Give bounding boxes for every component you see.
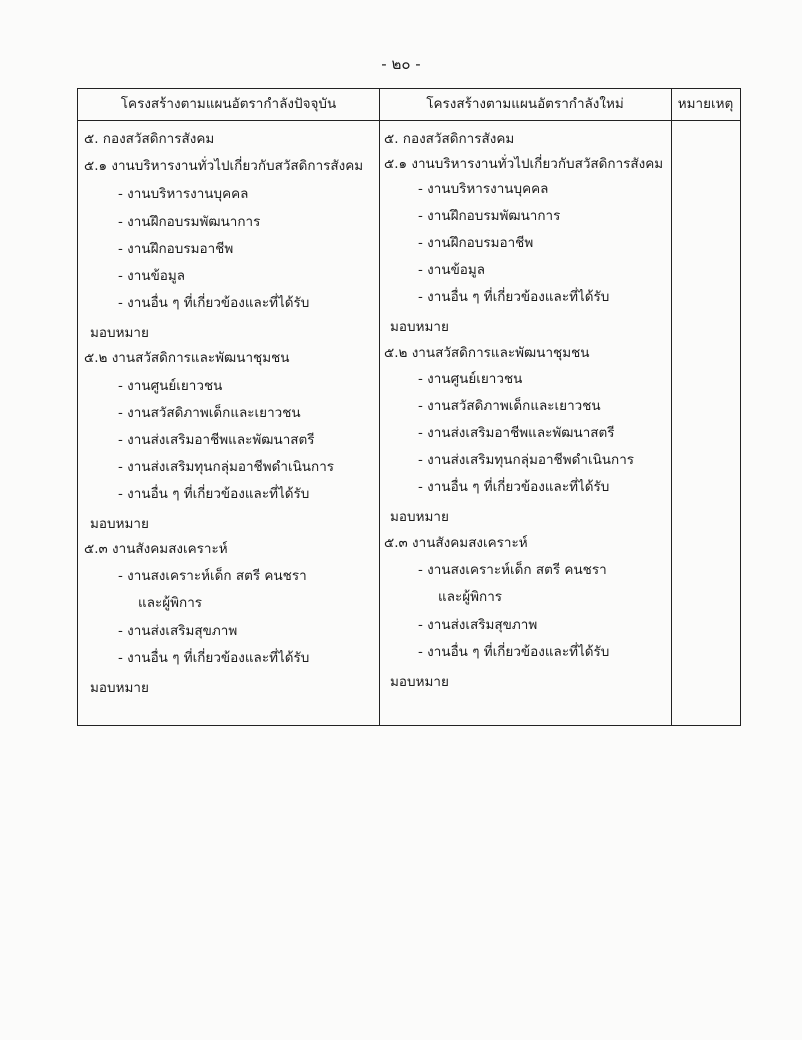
page-number: - ๒๐ - [381,55,421,73]
task-item: - งานข้อมูล [118,268,186,284]
header-rule [78,120,740,121]
task-item-continued: มอบหมาย [390,509,449,525]
section-heading: ๕.๑ งานบริหารงานทั่วไปเกี่ยวกับสวัสดิการสังคม [384,156,664,172]
division-title: ๕. กองสวัสดิการสังคม [84,131,215,147]
column-divider [379,89,380,725]
task-item: - งานฝึกอบรมพัฒนาการ [418,208,561,224]
task-item: - งานอื่น ๆ ที่เกี่ยวข้องและที่ได้รับ [418,479,610,495]
task-item: - งานอื่น ๆ ที่เกี่ยวข้องและที่ได้รับ [118,650,310,666]
task-item: - งานฝึกอบรมอาชีพ [418,235,534,251]
task-item: - งานสงเคราะห์เด็ก สตรี คนชรา [418,562,607,578]
section-heading: ๕.๓ งานสังคมสงเคราะห์ [84,541,228,557]
task-item: - งานบริหารงานบุคคล [418,181,549,197]
task-item-continued: มอบหมาย [390,319,449,335]
task-item: - งานส่งเสริมอาชีพและพัฒนาสตรี [118,432,315,448]
division-title: ๕. กองสวัสดิการสังคม [384,131,515,147]
task-item: - งานอื่น ๆ ที่เกี่ยวข้องและที่ได้รับ [418,644,610,660]
section-heading: ๕.๒ งานสวัสดิการและพัฒนาชุมชน [384,345,590,361]
task-item-continued: และผู้พิการ [138,595,203,611]
task-item: - งานสงเคราะห์เด็ก สตรี คนชรา [118,568,307,584]
header-remark: หมายเหตุ [677,96,734,112]
task-item: - งานส่งเสริมสุขภาพ [418,617,538,633]
task-item: - งานอื่น ๆ ที่เกี่ยวข้องและที่ได้รับ [118,295,310,311]
section-heading: ๕.๒ งานสวัสดิการและพัฒนาชุมชน [84,350,290,366]
task-item-continued: มอบหมาย [90,680,149,696]
task-item: - งานสวัสดิภาพเด็กและเยาวชน [418,398,601,414]
task-item-continued: มอบหมาย [90,325,149,341]
task-item: - งานอื่น ๆ ที่เกี่ยวข้องและที่ได้รับ [418,289,610,305]
task-item-continued: มอบหมาย [390,674,449,690]
task-item: - งานฝึกอบรมอาชีพ [118,241,234,257]
header-new-structure: โครงสร้างตามแผนอัตรากำลังใหม่ [426,96,624,112]
task-item: - งานส่งเสริมสุขภาพ [118,623,238,639]
section-heading: ๕.๓ งานสังคมสงเคราะห์ [384,535,528,551]
task-item: - งานสวัสดิภาพเด็กและเยาวชน [118,405,301,421]
task-item: - งานบริหารงานบุคคล [118,186,249,202]
task-item: - งานอื่น ๆ ที่เกี่ยวข้องและที่ได้รับ [118,486,310,502]
task-item: - งานฝึกอบรมพัฒนาการ [118,214,261,230]
header-current-structure: โครงสร้างตามแผนอัตรากำลังปัจจุบัน [120,96,337,112]
task-item: - งานศูนย์เยาวชน [418,371,523,387]
task-item: - งานส่งเสริมทุนกลุ่มอาชีพดำเนินการ [118,459,335,475]
column-divider [671,89,672,725]
task-item: - งานข้อมูล [418,262,486,278]
task-item: - งานส่งเสริมอาชีพและพัฒนาสตรี [418,425,615,441]
task-item: - งานส่งเสริมทุนกลุ่มอาชีพดำเนินการ [418,452,635,468]
task-item-continued: มอบหมาย [90,516,149,532]
task-item-continued: และผู้พิการ [438,589,503,605]
section-heading: ๕.๑ งานบริหารงานทั่วไปเกี่ยวกับสวัสดิการสังคม [84,158,364,174]
task-item: - งานศูนย์เยาวชน [118,378,223,394]
